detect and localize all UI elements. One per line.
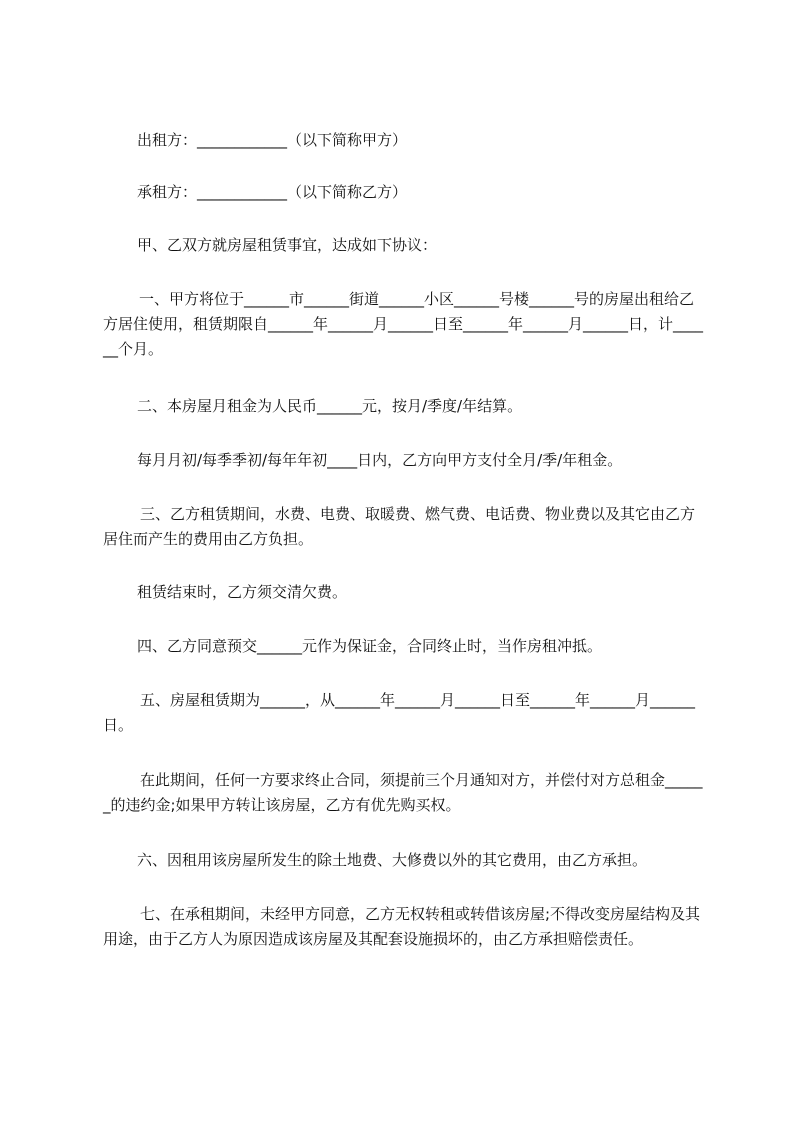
clause-5: 五、房屋租赁期为______，从______年______月______日至______年______月______日。 <box>103 691 696 734</box>
clause-6: 六、因租用该房屋所发生的除土地费、大修费以外的其它费用，由乙方承担。 <box>137 851 648 869</box>
clause-5-termination: 在此期间，任何一方要求终止合同，须提前三个月通知对方，并偿付对方总租金______的违约金;如果甲方转让该房屋，乙方有优先购买权。 <box>103 771 703 814</box>
clause-1: 一、甲方将位于______市______街道______小区______号楼______号的房屋出租给乙方居住使用，租赁期限自______年______月______日至______年______月______日，计______个月。 <box>103 290 704 358</box>
clause-2: 二、本房屋月租金为人民币______元，按月/季度/年结算。 <box>137 397 523 415</box>
lessor-line: 出租方：____________（以下简称甲方） <box>137 131 408 149</box>
clause-4: 四、乙方同意预交______元作为保证金，合同终止时，当作房租冲抵。 <box>137 637 603 655</box>
clause-3-end: 租赁结束时，乙方须交清欠费。 <box>137 583 348 601</box>
clause-3: 三、乙方租赁期间，水费、电费、取暖费、燃气费、电话费、物业费以及其它由乙方居住而产生的费用由乙方负担。 <box>103 505 696 548</box>
clause-7: 七、在承租期间，未经甲方同意，乙方无权转租或转借该房屋;不得改变房屋结构及其用途，由于乙方人为原因造成该房屋及其配套设施损坏的，由乙方承担赔偿责任。 <box>103 905 701 948</box>
clause-2-payment: 每月月初/每季季初/每年年初____日内，乙方向甲方支付全月/季/年租金。 <box>137 451 623 469</box>
agreement-intro: 甲、乙双方就房屋租赁事宜，达成如下协议： <box>137 236 438 254</box>
lessee-line: 承租方：____________（以下简称乙方） <box>137 183 408 201</box>
